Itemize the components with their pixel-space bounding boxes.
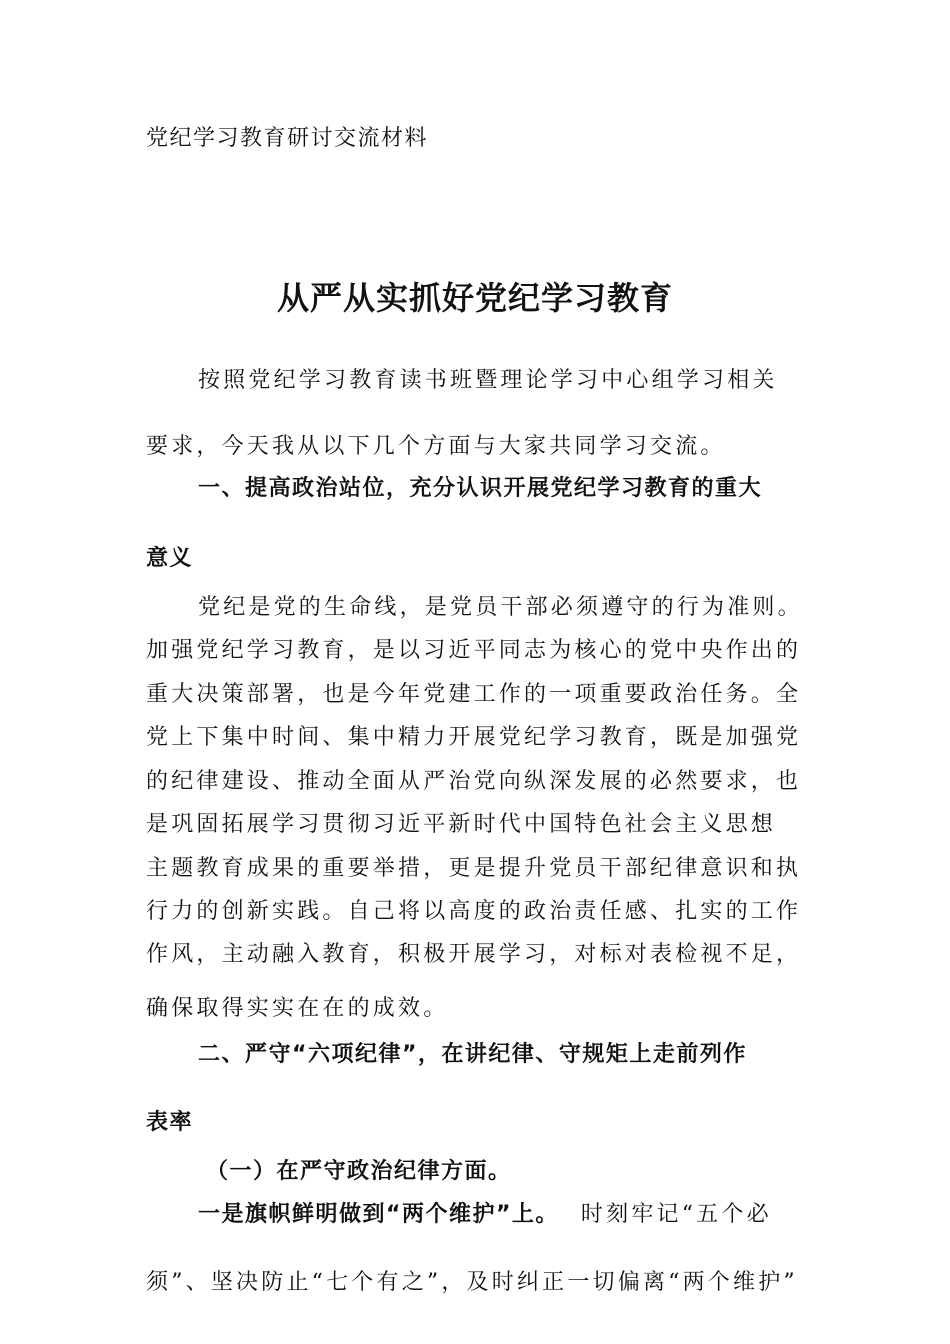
section1-body-line-7: 主题教育成果的重要举措，更是提升党员干部纪律意识和执 xyxy=(146,856,802,881)
section1-body-line-6: 是巩固拓展学习贯彻习近平新时代中国特色社会主义思想 xyxy=(146,812,777,837)
section1-body-line-4: 党上下集中时间、集中精力开展党纪学习教育，既是加强党 xyxy=(146,725,802,750)
section1-body-line-10: 确保取得实实在在的成效。 xyxy=(146,996,449,1021)
section1-body-line-1: 党纪是党的生命线，是党员干部必须遵守的行为准则。 xyxy=(198,595,803,620)
section1-body-line-9: 作风，主动融入教育，积极开展学习，对标对表检视不足， xyxy=(146,942,802,967)
section1-body-line-8: 行力的创新实践。自己将以高度的政治责任感、扎实的工作 xyxy=(146,899,802,924)
point1-line xyxy=(198,1204,772,1226)
point1-lead: 一是旗帜鲜明做到“两个维护”上。 xyxy=(198,1202,559,1227)
document-title: 从严从实抓好党纪学习教育 xyxy=(276,279,673,317)
section1-body-line-5: 的纪律建设、推动全面从严治党向纵深发展的必然要求，也 xyxy=(146,769,802,794)
subsection-heading: （一）在严守政治纪律方面。 xyxy=(206,1158,512,1184)
section1-body-line-2: 加强党纪学习教育，是以习近平同志为核心的党中央作出的 xyxy=(146,638,802,663)
section2-heading-line-1: 二、严守“六项纪律”，在讲纪律、守规矩上走前列作 xyxy=(198,1042,747,1067)
intro-line-1: 按照党纪学习教育读书班暨理论学习中心组学习相关 xyxy=(198,368,778,393)
document-header: 党纪学习教育研讨交流材料 xyxy=(146,126,429,151)
point1-continuation: 须”、坚决防止“七个有之”，及时纠正一切偏离“两个维护” xyxy=(146,1270,798,1295)
section1-heading-line-2: 意义 xyxy=(146,546,194,571)
section2-heading-line-2: 表率 xyxy=(146,1110,194,1135)
point1-text: 时刻牢记“五个必 xyxy=(580,1202,772,1227)
section1-body-line-3: 重大决策部署，也是今年党建工作的一项重要政治任务。全 xyxy=(146,682,802,707)
section1-heading-line-1: 一、提高政治站位，充分认识开展党纪学习教育的重大 xyxy=(198,476,763,501)
intro-line-2: 要求，今天我从以下几个方面与大家共同学习交流。 xyxy=(146,434,726,459)
